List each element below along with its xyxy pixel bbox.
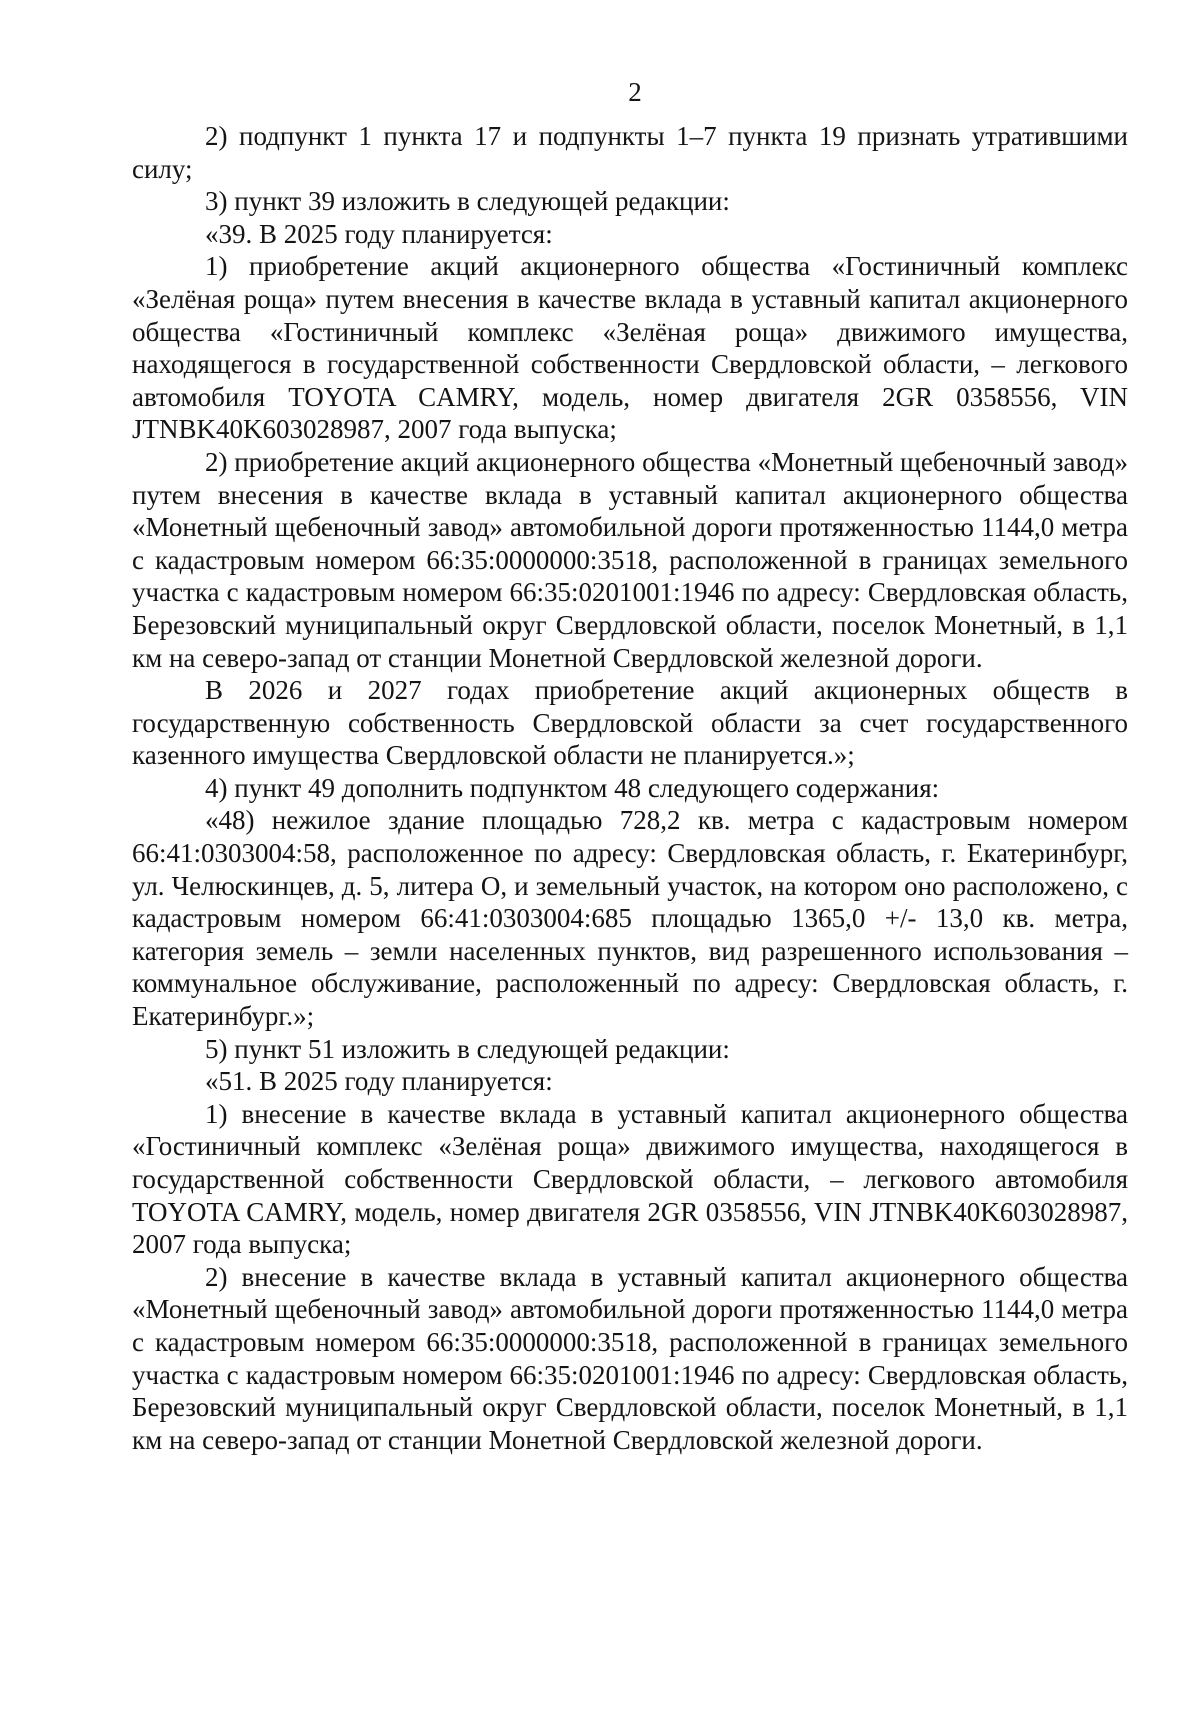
- paragraph-point-39-sub-1: 1) приобретение акций акционерного общества «Гостиничный комплекс «Зелёная роща» путем внесения в качестве вклада в уставный капитал акционерного общества «Гостиничный комплекс «Зелёная роща» движимого имущества, находящегося в государственной собственности Свердловской области, – легкового автомобиля TOYOTA CAMRY, модель, номер двигателя 2GR 0358556, VIN JTNBK40K603028987, 2007 года выпуска;: [132, 251, 1128, 445]
- paragraph-item-5: 5) пункт 51 изложить в следующей редакции:: [205, 1033, 730, 1064]
- paragraph-item-2: 2) подпункт 1 пункта 17 и подпункты 1–7 пункта 19 признать утратившими силу;: [132, 121, 1128, 184]
- paragraph-item-4: 4) пункт 49 дополнить подпунктом 48 следующего содержания:: [205, 772, 940, 803]
- paragraph-sub-48: «48) нежилое здание площадью 728,2 кв. метра с кадастровым номером 66:41:0303004:58, расположенное по адресу: Свердловская область, г. Екатеринбург, ул. Челюскинцев, д. 5, литера О, и земельный участок, на котором оно расположено, с кадастровым номером 66:41:0303004:685 площадью 1365,0 +/- 13,0 кв. метра, категория земель – земли населенных пунктов, вид разрешенного использования – коммунальное обслуживание, расположенный по адресу: Свердловская область, г. Екатеринбург.»;: [132, 805, 1128, 1032]
- document-body: [132, 120, 1128, 1456]
- paragraph-point-39-heading: «39. В 2025 году планируется:: [205, 218, 553, 249]
- paragraph-item-3: 3) пункт 39 изложить в следующей редакции:: [205, 186, 730, 217]
- paragraph-point-39-sub-2: 2) приобретение акций акционерного общества «Монетный щебеночный завод» путем внесения в качестве вклада в уставный капитал акционерного общества «Монетный щебеночный завод» автомобильной дороги протяженностью 1144,0 метра с кадастровым номером 66:35:0000000:3518, расположенной в границах земельного участка с кадастровым номером 66:35:0201001:1946 по адресу: Свердловская область, Березовский муниципальный округ Свердловской области, поселок Монетный, в 1,1 км на северо-запад от станции Монетной Свердловской железной дороги.: [132, 446, 1128, 673]
- paragraph-point-51-sub-2: 2) внесение в качестве вклада в уставный капитал акционерного общества «Монетный щебеночный завод» автомобильной дороги протяженностью 1144,0 метра с кадастровым номером 66:35:0000000:3518, расположенной в границах земельного участка с кадастровым номером 66:35:0201001:1946 по адресу: Свердловская область, Березовский муниципальный округ Свердловской области, поселок Монетный, в 1,1 км на северо-запад от станции Монетной Свердловской железной дороги.: [132, 1261, 1128, 1455]
- paragraph-point-39-closing: В 2026 и 2027 годах приобретение акций акционерных обществ в государственную собственность Свердловской области за счет государственного казенного имущества Свердловской области не планируется.»;: [132, 675, 1128, 771]
- page-number: 2: [628, 77, 642, 107]
- paragraph-point-51-sub-1: 1) внесение в качестве вклада в уставный капитал акционерного общества «Гостиничный комплекс «Зелёная роща» движимого имущества, находящегося в государственной собственности Свердловской области, – легкового автомобиля TOYOTA CAMRY, модель, номер двигателя 2GR 0358556, VIN JTNBK40K603028987, 2007 года выпуска;: [132, 1098, 1128, 1260]
- paragraph-point-51-heading: «51. В 2025 году планируется:: [205, 1066, 553, 1097]
